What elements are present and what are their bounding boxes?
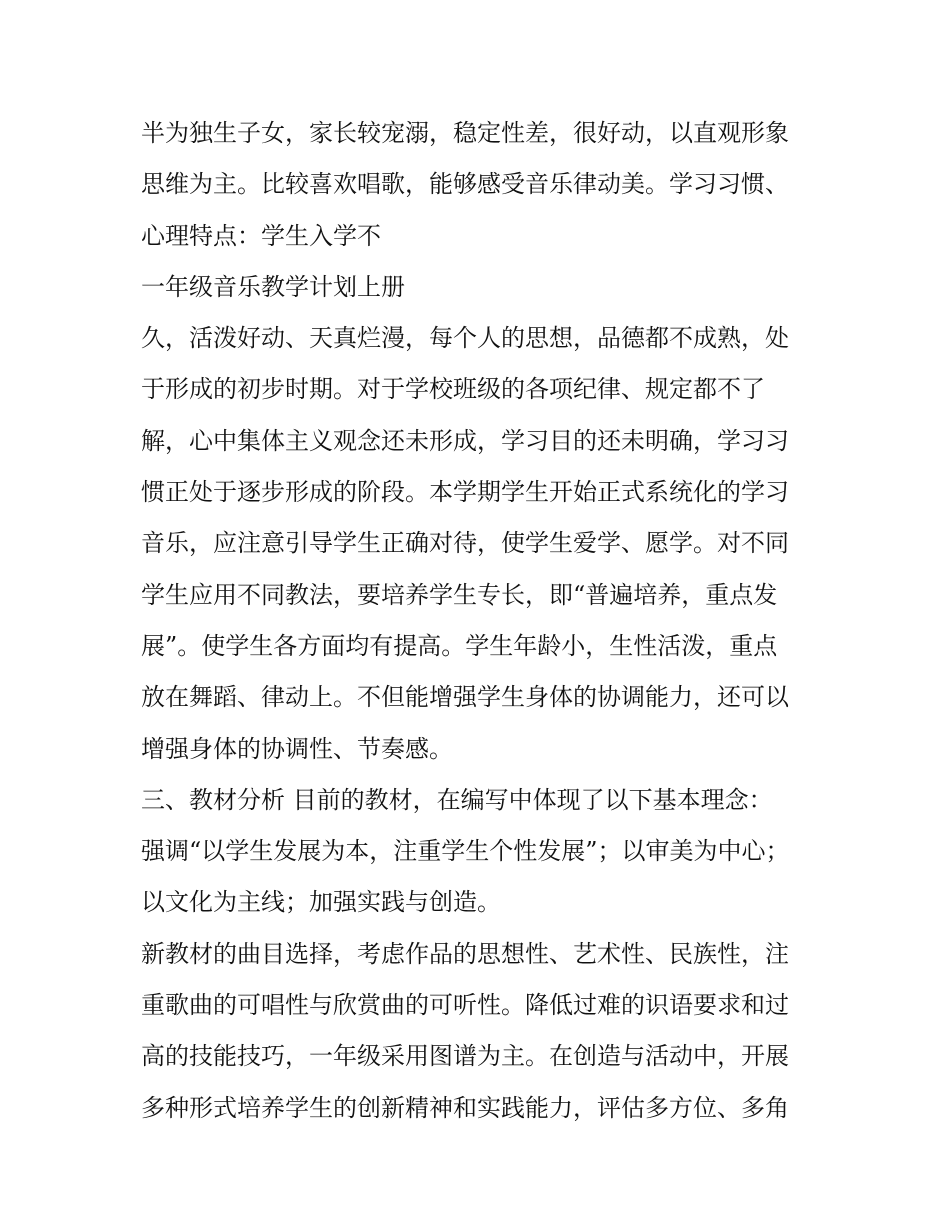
text-line: 于形成的初步时期。对于学校班级的各项纪律、规定都不了 [141, 375, 765, 404]
document-title: 一年级音乐教学计划上册 [141, 272, 405, 301]
text-line: 音乐，应注意引导学生正确对待，使学生爱学、愿学。对不同 [141, 529, 789, 558]
section-heading: 三、教材分析 目前的教材，在编写中体现了以下基本理念： [141, 785, 773, 814]
text-line: 心理特点：学生入学不 [141, 221, 381, 250]
text-line: 高的技能技巧，一年级采用图谱为主。在创造与活动中，开展 [141, 1042, 789, 1071]
text-line: 解，心中集体主义观念还未形成，学习目的还未明确，学习习 [141, 426, 789, 455]
text-line: 半为独生子女，家长较宠溺，稳定性差，很好动，以直观形象 [141, 119, 789, 147]
text-line: 思维为主。比较喜欢唱歌，能够感受音乐律动美。学习习惯、 [141, 170, 789, 199]
text-line: 学生应用不同教法，要培养学生专长，即“普遍培养，重点发 [141, 580, 778, 609]
text-line: 多种形式培养学生的创新精神和实践能力，评估多方位、多角 [141, 1093, 789, 1122]
document-body [141, 108, 816, 1134]
text-line: 增强身体的协调性、节奏感。 [141, 734, 453, 763]
text-line: 新教材的曲目选择，考虑作品的思想性、艺术性、民族性，注 [141, 939, 789, 968]
text-line: 以文化为主线；加强实践与创造。 [141, 888, 501, 917]
text-line: 惯正处于逐步形成的阶段。本学期学生开始正式系统化的学习 [141, 478, 789, 507]
text-line: 放在舞蹈、律动上。不但能增强学生身体的协调能力，还可以 [141, 683, 789, 712]
text-line: 展”。使学生各方面均有提高。学生年龄小，生性活泼，重点 [141, 631, 778, 660]
text-line: 重歌曲的可唱性与欣赏曲的可听性。降低过难的识语要求和过 [141, 991, 789, 1020]
text-line: 久，活泼好动、天真烂漫，每个人的思想，品德都不成熟，处 [141, 324, 789, 353]
text-line: 强调“以学生发展为本，注重学生个性发展”；以审美为中心； [141, 837, 790, 866]
